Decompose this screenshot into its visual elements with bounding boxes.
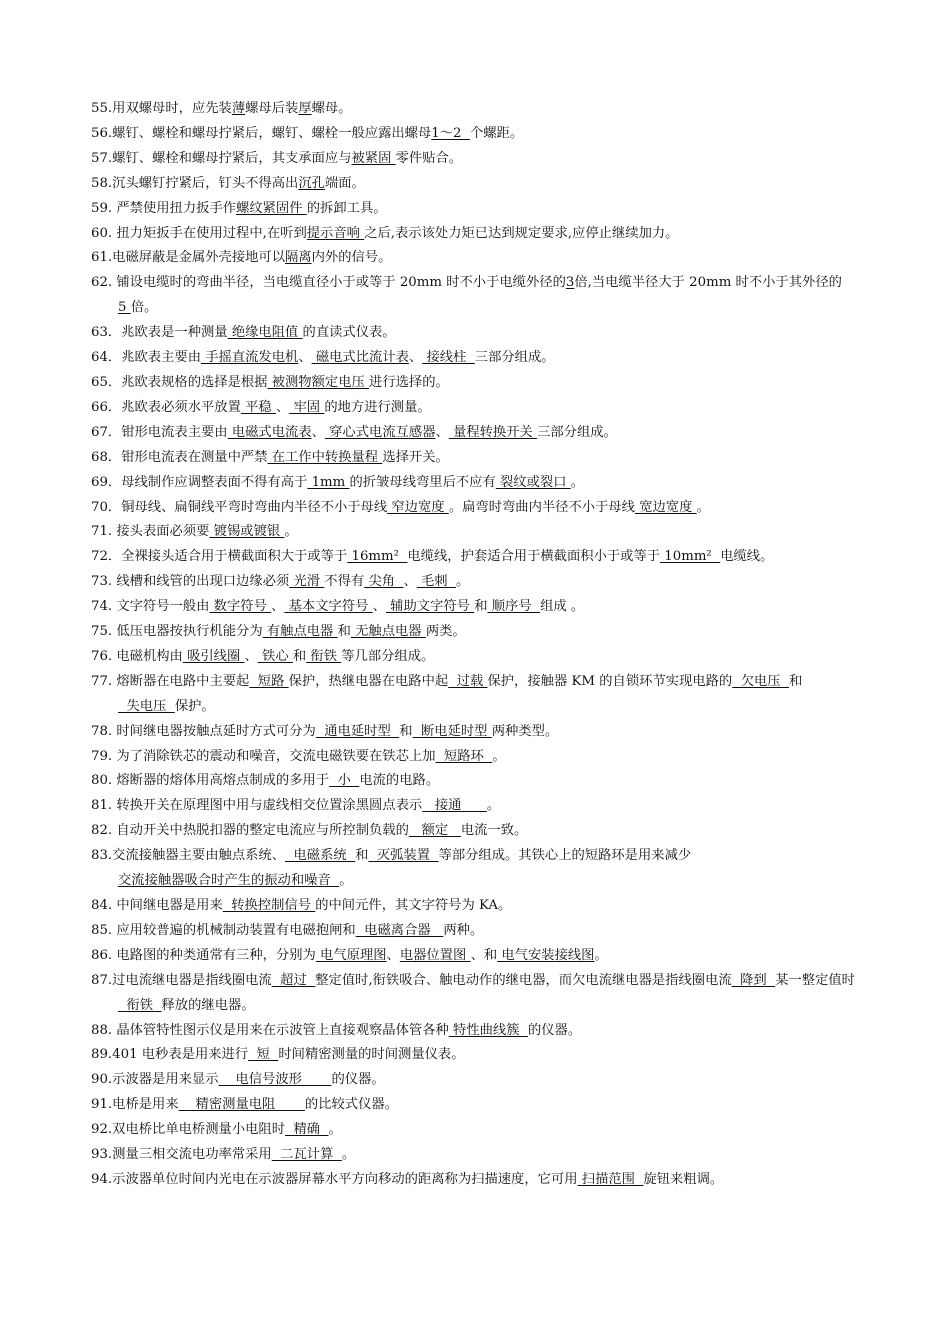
question-text: 、 — [271, 599, 285, 615]
answer-blank: 特性曲线簇 — [448, 1022, 528, 1038]
question-item — [91, 570, 871, 595]
question-item — [91, 446, 871, 471]
question-text: 和 — [789, 673, 803, 689]
question-text: 。 — [486, 798, 501, 814]
answer-blank: 平稳 — [240, 399, 276, 415]
question-text: 电流一致。 — [460, 823, 528, 839]
question-text: 94.示波器单位时间内光电在示波器屏幕水平方向移动的距离称为扫描速度，它可用 — [91, 1171, 578, 1187]
question-text: 70．铜母线、扁铜线平弯时弯曲内半径不小于母线 — [91, 499, 388, 515]
answer-blank: 螺纹紧固件 — [236, 200, 307, 216]
question-text: 、 — [311, 424, 325, 440]
answer-blank: 有触点电器 — [262, 624, 338, 640]
question-text: 个螺距。 — [469, 125, 524, 141]
question-text: 、 — [244, 648, 258, 664]
question-text: 64．兆欧表主要由 — [91, 350, 201, 366]
question-text: 56.螺钉、螺栓和螺母拧紧后，螺钉、螺栓一般应露出螺母 — [91, 125, 432, 141]
question-text: 等几部分组成。 — [341, 648, 435, 664]
answer-blank: 16mm² — [347, 549, 408, 565]
question-item — [91, 1143, 871, 1168]
question-item — [91, 222, 871, 247]
question-text: 、 — [386, 947, 400, 963]
answer-blank: 二瓦计算 — [271, 1147, 342, 1163]
question-text: 内外的信号。 — [311, 250, 392, 266]
question-text: 两种类型。 — [491, 723, 559, 739]
answer-blank: 沉孔 — [298, 175, 325, 191]
question-item — [91, 471, 871, 496]
question-text: 和 — [292, 648, 307, 664]
answer-blank: 基本文字符号 — [284, 599, 373, 615]
question-text: 和 — [399, 723, 413, 739]
question-item — [91, 97, 871, 122]
answer-blank: 1～2 — [431, 125, 470, 141]
answer-blank: 在工作中转换量程 — [267, 449, 383, 465]
answer-blank: 短路 — [249, 673, 289, 689]
question-text: 58.沉头螺钉拧紧后，钉头不得高出 — [91, 175, 299, 191]
question-text: 、和 — [470, 947, 498, 963]
question-text: 的地方进行测量。 — [324, 399, 431, 415]
answer-blank: 5 — [118, 300, 131, 316]
question-text: 某一整定值时 — [775, 972, 855, 988]
question-text: 零件贴合。 — [395, 150, 463, 166]
question-text: 的仪器。 — [331, 1072, 385, 1088]
question-item — [91, 246, 871, 271]
question-text: 。 — [328, 1122, 342, 1138]
question-text: 的中间元件，其文字符号为 KA。 — [315, 898, 512, 913]
answer-blank: 毛刺 — [416, 574, 457, 590]
answer-blank: 手摇直流发电机 — [201, 350, 299, 366]
question-item — [91, 919, 871, 944]
question-text: 、 — [435, 424, 449, 440]
question-item — [91, 844, 871, 894]
answer-blank: 电磁离合器 — [355, 922, 444, 938]
question-text: 电缆线。 — [720, 549, 774, 565]
question-text: 86. 电路图的种类通常有三种，分别为 — [91, 947, 316, 963]
answer-blank: 隔离 — [285, 250, 312, 266]
question-text: 83.交流接触器主要由触点系统、 — [91, 848, 286, 864]
question-text: 69．母线制作应调整表面不得有高于 — [91, 474, 308, 490]
answer-blank: 穿心式电流互感器 — [324, 424, 436, 440]
question-item — [91, 197, 871, 222]
answer-blank: 电磁系统 — [285, 848, 356, 864]
question-text: 82. 自动开关中热脱扣器的整定电流应与所控制负载的 — [91, 823, 409, 839]
question-item — [91, 944, 871, 969]
answer-blank: 磁电式比流计表 — [311, 350, 409, 366]
question-item — [91, 670, 871, 720]
question-text: 61.电磁屏蔽是金属外壳接地可以 — [91, 250, 286, 266]
question-text: 。 — [339, 873, 353, 889]
question-text: 选择开关。 — [382, 449, 449, 465]
answer-blank: 裂纹或裂口 — [495, 474, 571, 490]
answer-blank: 无触点电器 — [350, 624, 426, 640]
question-item — [91, 894, 871, 919]
question-text: 。扁弯时弯曲内半径不小于母线 — [448, 499, 635, 515]
question-text: 57.螺钉、螺栓和螺母拧紧后，其支承面应与 — [91, 150, 352, 166]
question-text: 不得有 — [324, 574, 365, 590]
answer-blank: 过载 — [448, 673, 488, 689]
answer-blank: 小 — [329, 773, 360, 789]
question-text: 。 — [456, 574, 470, 590]
question-item — [91, 794, 871, 819]
question-item — [91, 1093, 871, 1118]
question-item — [91, 496, 871, 521]
answer-blank: 窄边宽度 — [387, 499, 449, 515]
question-text: 60. 扭力矩扳手在使用过程中,在听到 — [91, 225, 307, 241]
question-text: 之后,表示该处力矩已达到规定要求,应停止继续加力。 — [364, 225, 679, 241]
question-text: 55.用双螺母时，应先装 — [91, 101, 232, 116]
answer-blank: 辅助文字符号 — [385, 599, 475, 615]
answer-blank: 通电延时型 — [315, 723, 400, 739]
question-text: 和 — [474, 599, 488, 615]
answer-blank: 尖角 — [364, 574, 404, 590]
answer-blank: 失电压 — [118, 698, 175, 714]
question-text: 三部分组成。 — [474, 350, 555, 366]
question-text: 66．兆欧表必须水平放置 — [91, 399, 241, 415]
question-item — [91, 645, 871, 670]
answer-blank: 短 — [248, 1047, 279, 1063]
question-item — [91, 819, 871, 844]
question-text: 85. 应用较普遍的机械制动装置有电磁抱闸和 — [91, 922, 356, 938]
question-text: 、 — [298, 350, 312, 366]
question-text: 倍。 — [130, 300, 158, 316]
question-text: 、 — [275, 399, 290, 415]
question-text: 91.电桥是用来 — [91, 1097, 179, 1113]
answer-blank: 厚 — [298, 101, 312, 116]
question-item — [91, 271, 871, 321]
question-text: 81. 转换开关在原理图中用与虚线相交位置涂黑圆点表示 — [91, 798, 423, 814]
answer-blank: 牢固 — [289, 399, 325, 415]
question-item — [91, 147, 871, 172]
answer-blank: 接通 — [422, 798, 487, 814]
answer-blank: 灭弧装置 — [368, 848, 439, 864]
answer-blank: 接线柱 — [422, 350, 475, 366]
question-item — [91, 720, 871, 745]
question-text: 倍,当电缆半径大于 20mm 时不小于其外径的 — [574, 275, 842, 291]
question-text: 89.401 电秒表是用来进行 — [91, 1047, 249, 1063]
question-text: 电流的电路。 — [359, 773, 440, 789]
question-text: 65．兆欧表规格的选择是根据 — [91, 374, 268, 390]
question-text: 保护。 — [174, 698, 215, 714]
answer-blank: 衔铁 — [118, 997, 162, 1013]
question-text: 的直读式仪表。 — [302, 325, 396, 341]
question-text: 。 — [696, 499, 710, 515]
question-text: 93.测量三相交流电功率常采用 — [91, 1147, 272, 1163]
question-text: 72．全裸接头适合用于横截面积大于或等于 — [91, 549, 348, 565]
question-text: 等部分组成。其铁心上的短路环是用来减少 — [438, 848, 692, 864]
question-text: 90.示波器是用来显示 — [91, 1072, 219, 1088]
question-text: 、 — [403, 574, 417, 590]
question-text: 87.过电流继电器是指线圈电流 — [91, 972, 272, 988]
question-text: 电缆线，护套适合用于横截面积小于或等于 — [407, 549, 661, 565]
question-text: 71. 接头表面必须要 — [91, 524, 210, 540]
question-text: 整定值时,衔铁吸合、触电动作的继电器，而欠电流继电器是指线圈电流 — [315, 972, 732, 988]
question-text: 的折皱母线弯里后不应有 — [349, 474, 496, 490]
question-item — [91, 1118, 871, 1143]
question-text: 和 — [355, 848, 369, 864]
answer-blank: 电气原理图 — [315, 947, 387, 963]
question-text: 保护，热继电器在电路中起 — [288, 673, 449, 689]
question-item — [91, 1068, 871, 1093]
answer-blank: 3 — [565, 275, 575, 291]
answer-blank: 短路环 — [435, 748, 493, 764]
question-text: 。 — [594, 947, 608, 963]
answer-blank: 电信号波形 — [218, 1072, 332, 1088]
answer-blank: 10mm² — [660, 549, 721, 565]
question-text: 80. 熔断器的熔体用高熔点制成的多用于 — [91, 773, 330, 789]
answer-blank: 顺序号 — [487, 599, 541, 615]
answer-blank: 断电延时型 — [412, 723, 492, 739]
question-text: 、 — [372, 599, 386, 615]
question-text: 螺母后装 — [245, 101, 299, 116]
question-text: 旋钮来粗调。 — [643, 1171, 724, 1187]
answer-blank: 被紧固 — [351, 150, 396, 166]
question-text: 的仪器。 — [527, 1022, 582, 1038]
question-text: 两类。 — [425, 624, 466, 640]
question-item — [91, 396, 871, 421]
question-text: 79. 为了消除铁芯的震动和噪音，交流电磁铁要在铁芯上加 — [91, 748, 436, 764]
answer-blank: 量程转换开关 — [448, 424, 538, 440]
answer-blank: 衔铁 — [306, 648, 342, 664]
answer-blank: 额定 — [408, 823, 461, 839]
question-item — [91, 421, 871, 446]
question-text: 。 — [284, 524, 298, 540]
answer-blank: 降到 — [731, 972, 776, 988]
question-text: 的比较式仪器。 — [304, 1097, 398, 1113]
answer-blank: 宽边宽度 — [634, 499, 697, 515]
answer-blank: 交流接触器吸合时产生的振动和噪音 — [118, 873, 340, 889]
question-item — [91, 769, 871, 794]
question-item — [91, 321, 871, 346]
question-text: 和 — [337, 624, 351, 640]
question-text: 63．兆欧表是一种测量 — [91, 325, 228, 341]
question-item — [91, 1168, 871, 1193]
question-text: 75. 低压电器按执行机能分为 — [91, 624, 263, 640]
answer-blank: 电磁式电流表 — [227, 424, 312, 440]
question-text: 68．钳形电流表在测量中严禁 — [91, 449, 268, 465]
question-text: 78. 时间继电器按触点延时方式可分为 — [91, 723, 316, 739]
question-item — [91, 620, 871, 645]
answer-blank: 1mm — [307, 474, 350, 490]
question-text: 的拆卸工具。 — [306, 200, 387, 216]
question-item — [91, 1043, 871, 1068]
question-item — [91, 172, 871, 197]
question-text: 73. 线槽和线管的出现口边缘必须 — [91, 574, 290, 590]
question-text: 进行选择的。 — [369, 374, 449, 390]
question-text: 。 — [341, 1147, 356, 1163]
question-text: 74. 文字符号一般由 — [91, 599, 210, 615]
document-body — [91, 97, 871, 1193]
question-text: 88. 晶体管特性图示仪是用来在示波管上直接观察晶体管各种 — [91, 1022, 449, 1038]
answer-blank: 扫描范围 — [577, 1171, 644, 1187]
question-text: 、 — [408, 350, 423, 366]
answer-blank: 绝缘电阻值 — [227, 325, 303, 341]
question-text: 59. 严禁使用扭力扳手作 — [91, 200, 237, 216]
answer-blank: 转换控制信号 — [222, 898, 316, 913]
answer-blank: 吸引线圈 — [182, 648, 245, 664]
question-text: 77. 熔断器在电路中主要起 — [91, 673, 250, 689]
question-item — [91, 745, 871, 770]
answer-blank: 提示音响 — [306, 225, 365, 241]
answer-blank: 精确 — [285, 1122, 329, 1138]
question-text: 螺母。 — [311, 101, 352, 116]
answer-blank: 薄 — [231, 101, 246, 116]
question-text: 84. 中间继电器是用来 — [91, 898, 223, 913]
question-text: 保护，接触器 KM 的自锁环节实现电路的 — [487, 673, 733, 689]
question-text: 时间精密测量的时间测量仪表。 — [278, 1047, 465, 1063]
question-text: 92.双电桥比单电桥测量小电阻时 — [91, 1122, 286, 1138]
question-item — [91, 122, 871, 147]
answer-blank: 电气安装接线图 — [497, 947, 595, 963]
question-text: 释放的继电器。 — [161, 997, 255, 1013]
answer-blank: 镀锡或镀银 — [209, 524, 285, 540]
answer-blank: 电器位置图 — [399, 947, 471, 963]
answer-blank: 欠电压 — [732, 673, 790, 689]
question-text: 端面。 — [324, 175, 365, 191]
question-item — [91, 346, 871, 371]
question-text: 。 — [570, 474, 585, 490]
question-item — [91, 595, 871, 620]
question-item — [91, 520, 871, 545]
question-item — [91, 1019, 871, 1044]
answer-blank: 超过 — [271, 972, 316, 988]
question-item — [91, 545, 871, 570]
answer-blank: 数字符号 — [209, 599, 272, 615]
question-text: 三部分组成。 — [537, 424, 617, 440]
question-text: 62. 铺设电缆时的弯曲半径，当电缆直径小于或等于 20mm 时不小于电缆外径的 — [91, 275, 566, 291]
question-text: 76. 电磁机构由 — [91, 648, 183, 664]
answer-blank: 精密测量电阻 — [178, 1097, 305, 1113]
question-text: 67．钳形电流表主要由 — [91, 424, 228, 440]
question-text: 。 — [492, 748, 506, 764]
question-item — [91, 371, 871, 396]
question-item — [91, 969, 871, 1019]
question-text: 两种。 — [443, 922, 484, 938]
answer-blank: 被测物额定电压 — [267, 374, 370, 390]
answer-blank: 铁心 — [257, 648, 293, 664]
question-text: 组成 。 — [540, 599, 585, 615]
answer-blank: 光滑 — [289, 574, 325, 590]
